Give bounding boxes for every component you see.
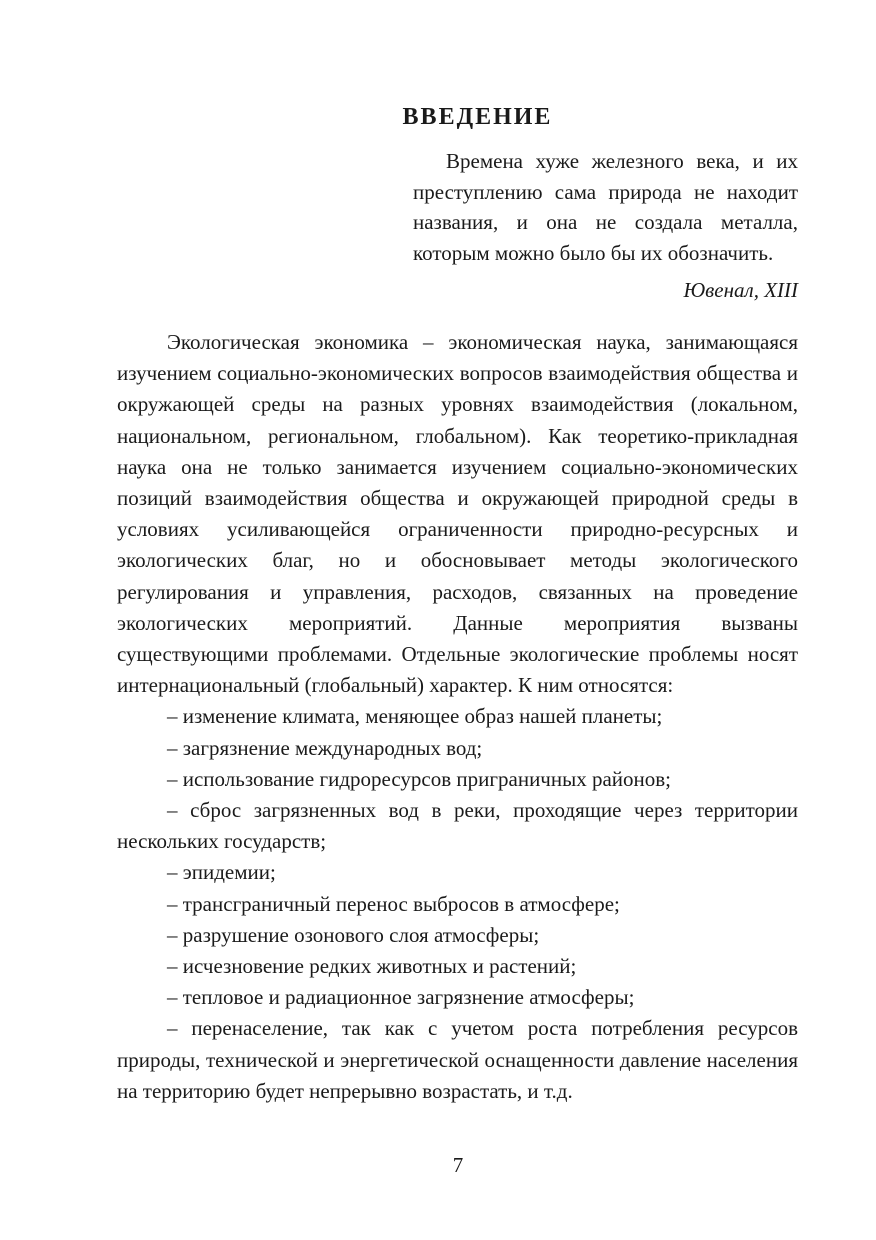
- list-item: – тепловое и радиационное загрязнение атмосферы;: [167, 985, 635, 1010]
- epigraph-text: Времена хуже железного века, и их преступлению сама природа не находит названия, и она не создала металла, которым можно было бы их обозначить.: [413, 149, 798, 265]
- list-item: – загрязнение международных вод;: [167, 735, 483, 760]
- list-item: – сброс загрязненных вод в реки, проходящие через территории нескольких государств;: [117, 798, 798, 854]
- list-item: – трансграничный перенос выбросов в атмосфере;: [167, 891, 620, 916]
- problems-list: [117, 701, 798, 1107]
- list-item: – изменение климата, меняющее образ нашей планеты;: [167, 704, 663, 729]
- page-content: [117, 100, 798, 1107]
- list-item: – эпидемии;: [167, 860, 276, 885]
- body-text: [117, 327, 798, 1107]
- page-number: 7: [452, 1153, 464, 1177]
- list-item: – разрушение озонового слоя атмосферы;: [167, 922, 540, 947]
- epigraph-author: Ювенал, XIII: [683, 278, 798, 302]
- list-item: – использование гидроресурсов приграничных районов;: [167, 766, 672, 791]
- intro-paragraph: Экологическая экономика – экономическая наука, занимающаяся изучением социально-экономических вопросов взаимодействия общества и окружающей среды на разных уровнях взаимодействия (локальном, национальном, региональном, глобальном). Как теоретико-прикладная наука она не только занимается изучением социально-экономических позиций взаимодействия общества и окружающей природной среды в условиях усиливающейся ограниченности природно-ресурсных и экологических благ, но и обосновывает методы экологического регулирования и управления, расходов, связанных на проведение экологических мероприятий. Данные мероприятия вызваны существующими проблемами. Отдельные экологические проблемы носят интернациональный (глобальный) характер. К ним относятся:: [117, 330, 798, 698]
- section-title: ВВЕДЕНИЕ: [402, 104, 553, 130]
- list-item: – перенаселение, так как с учетом роста потребления ресурсов природы, технической и энергетической оснащенности давление населения на территорию будет непрерывно возрастать, и т.д.: [117, 1016, 798, 1103]
- list-item: – исчезновение редких животных и растений;: [167, 954, 577, 979]
